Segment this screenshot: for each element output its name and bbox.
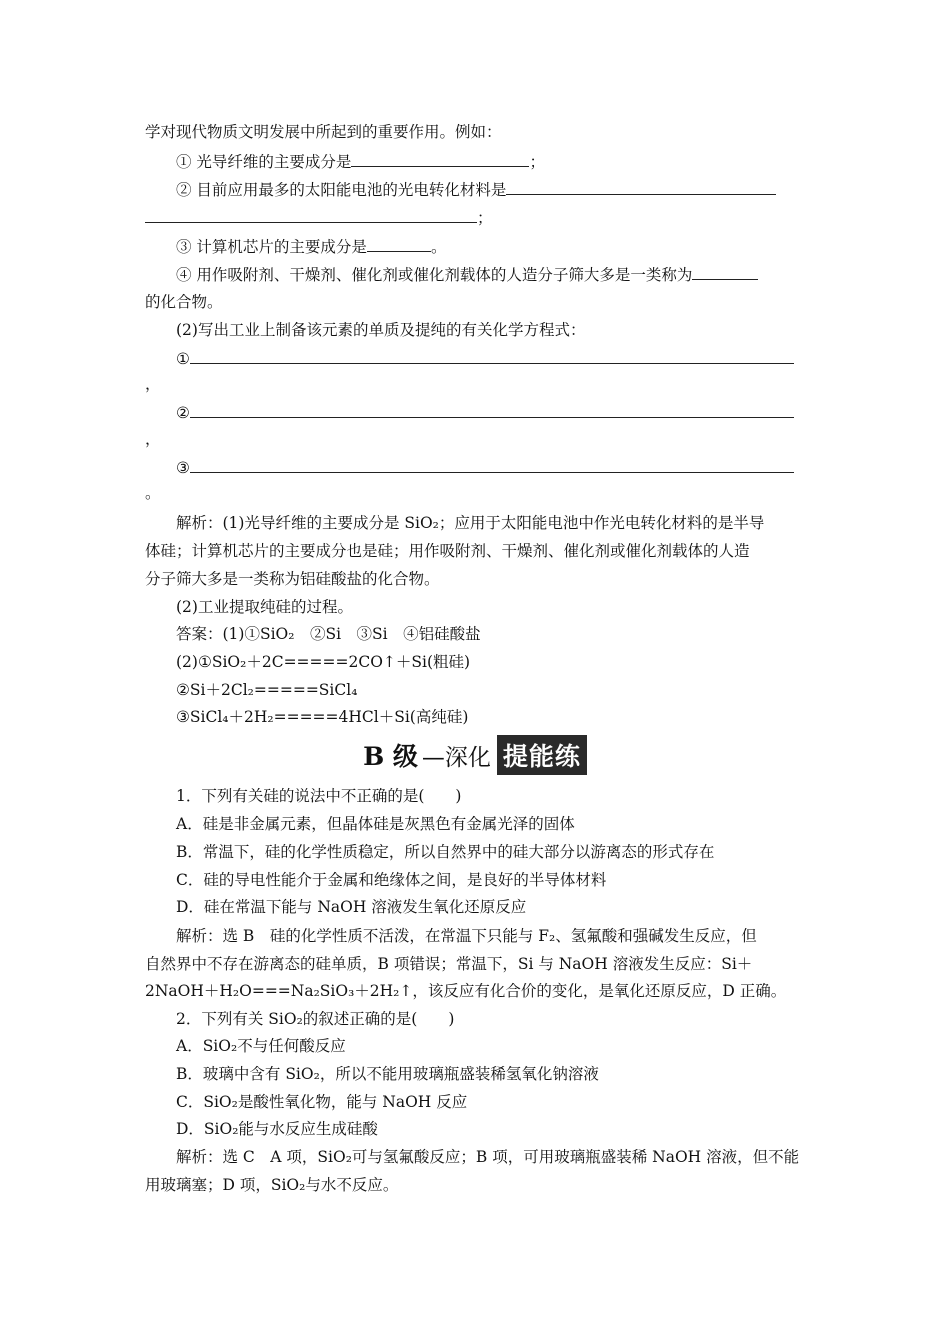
section-heading <box>0 733 950 777</box>
question-2-option-b: B．玻璃中含有 SiO₂，所以不能用玻璃瓶盛装稀氢氧化钠溶液 <box>176 1065 599 1083</box>
answer-line-2: (2)①SiO₂＋2C=====2CO↑＋Si(粗硅) <box>176 653 471 671</box>
answer-blank-3 <box>367 236 431 252</box>
question-1-analysis-2: 自然界中不存在游离态的硅单质，B 项错误；常温下，Si 与 NaOH 溶液发生反应：Si＋ <box>145 955 753 973</box>
equation-blank-1 <box>190 348 794 364</box>
question-1-text: ① 光导纤维的主要成分是 <box>176 153 352 171</box>
answer-line-1: 答案：(1)①SiO₂ ②Si ③Si ④铝硅酸盐 <box>176 625 481 643</box>
question-2-option-d: D．SiO₂能与水反应生成硅酸 <box>176 1120 378 1138</box>
question-1-line <box>176 151 807 172</box>
analysis-1-line-1: 解析：(1)光导纤维的主要成分是 SiO₂；应用于太阳能电池中作光电转化材料的是半导 <box>176 514 765 532</box>
question-1-stem: 1．下列有关硅的说法中不正确的是( ) <box>176 787 462 805</box>
answer-line-3: ②Si＋2Cl₂=====SiCl₄ <box>176 681 358 699</box>
question-2-cont <box>145 207 807 228</box>
question-2-option-a: A．SiO₂不与任何酸反应 <box>176 1037 346 1055</box>
equation-1-line <box>176 348 807 369</box>
question-1-option-a: A．硅是非金属元素，但晶体硅是灰黑色有金属光泽的固体 <box>176 815 575 833</box>
analysis-1-line-3: 分子筛大多是一类称为铝硅酸盐的化合物。 <box>145 570 440 588</box>
intro-text: 学对现代物质文明发展中所起到的重要作用。例如： <box>145 123 502 141</box>
equation-3-end: 。 <box>145 484 161 502</box>
equation-1-end: ， <box>145 375 161 393</box>
section-level: B 级 <box>363 742 418 771</box>
section-subtitle: —深化 <box>421 744 491 771</box>
answer-blank-2a <box>506 179 776 195</box>
question-1-option-c: C．硅的导电性能介于金属和绝缘体之间，是良好的半导体材料 <box>176 871 607 889</box>
answer-line-4: ③SiCl₄＋2H₂=====4HCl＋Si(高纯硅) <box>176 708 469 726</box>
analysis-1-line-4: (2)工业提取纯硅的过程。 <box>176 598 353 616</box>
question-1-option-d: D．硅在常温下能与 NaOH 溶液发生氧化还原反应 <box>176 898 527 916</box>
part-2-prompt: (2)写出工业上制备该元素的单质及提纯的有关化学方程式： <box>176 321 586 339</box>
section-badge: 提能练 <box>497 735 587 775</box>
question-3-text: ③ 计算机芯片的主要成分是 <box>176 238 367 256</box>
answer-blank-2b <box>145 207 477 223</box>
question-4-line <box>176 264 807 285</box>
equation-blank-3 <box>190 457 794 473</box>
analysis-1-line-2: 体硅；计算机芯片的主要成分也是硅；用作吸附剂、干燥剂、催化剂或催化剂载体的人造 <box>145 542 750 560</box>
question-2-analysis-2: 用玻璃塞；D 项，SiO₂与水不反应。 <box>145 1176 399 1194</box>
answer-blank-1 <box>351 151 529 167</box>
punct: 。 <box>430 238 447 256</box>
equation-2-end: ， <box>145 430 161 448</box>
question-2-stem: 2．下列有关 SiO₂的叙述正确的是( ) <box>176 1010 455 1028</box>
question-4-text: ④ 用作吸附剂、干燥剂、催化剂或催化剂载体的人造分子筛大多是一类称为 <box>176 266 693 284</box>
question-2-option-c: C．SiO₂是酸性氧化物，能与 NaOH 反应 <box>176 1093 468 1111</box>
equation-3-label: ③ <box>176 459 190 477</box>
question-1-analysis-3: 2NaOH＋H₂O===Na₂SiO₃＋2H₂↑，该反应有化合价的变化，是氧化还原反应，D 正确。 <box>145 982 787 1000</box>
question-2-text: ② 目前应用最多的太阳能电池的光电转化材料是 <box>176 181 507 199</box>
question-1-analysis-1: 解析：选 B 硅的化学性质不活泼，在常温下只能与 F₂、氢氟酸和强碱发生反应，但 <box>176 927 757 945</box>
equation-2-label: ② <box>176 404 190 422</box>
answer-blank-4 <box>692 264 758 280</box>
question-2-line <box>176 179 807 200</box>
punct: ； <box>477 209 493 227</box>
equation-blank-2 <box>190 402 794 418</box>
equation-2-line <box>176 402 807 423</box>
punct: ； <box>529 153 545 171</box>
equation-1-label: ① <box>176 350 190 368</box>
equation-3-line <box>176 457 807 478</box>
question-3-line <box>176 236 807 257</box>
question-4-cont: 的化合物。 <box>145 293 223 311</box>
question-1-option-b: B．常温下，硅的化学性质稳定，所以自然界中的硅大部分以游离态的形式存在 <box>176 843 715 861</box>
question-2-analysis-1: 解析：选 C A 项，SiO₂可与氢氟酸反应；B 项，可用玻璃瓶盛装稀 NaOH 溶液，但不能 <box>176 1148 800 1166</box>
